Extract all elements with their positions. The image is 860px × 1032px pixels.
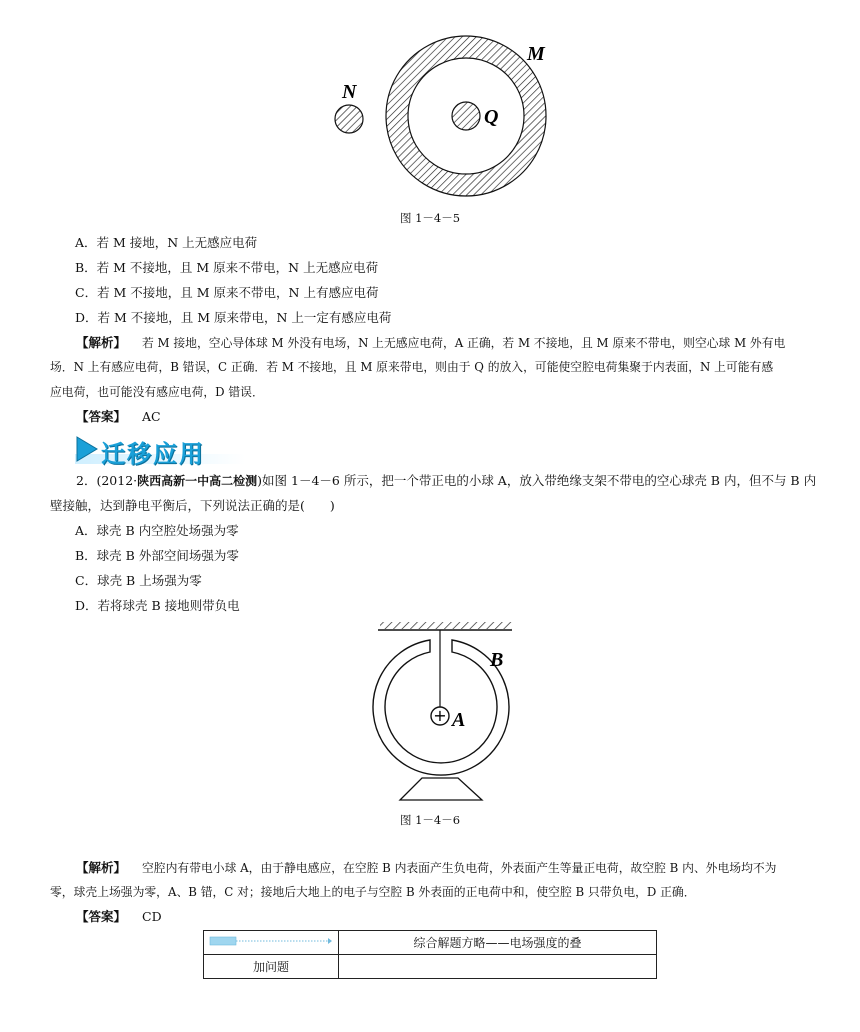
label-a: A: [452, 709, 466, 731]
q1-analysis-label: 【解析】: [76, 335, 127, 350]
ball-a-plus: +: [433, 706, 447, 725]
q2-option-c: C．球壳 B 上场强为零: [75, 573, 202, 588]
ball-n: [335, 105, 363, 133]
section-banner: [75, 432, 245, 466]
q1-analysis-line-1: [76, 333, 785, 351]
label-b: B: [490, 649, 504, 671]
q2-source: 陕西高新一中高二检测: [137, 474, 258, 488]
table-tag-cell: [204, 931, 339, 955]
ball-q: [452, 102, 480, 130]
q2-answer-label: 【答案】: [76, 909, 127, 924]
q2-analysis-label: 【解析】: [76, 860, 127, 875]
banner-title: 迁移应用: [101, 440, 205, 468]
table-empty-cell: [339, 955, 657, 979]
q1-analysis-line-2: 场．N 上有感应电荷，B 错误，C 正确．若 M 不接地，且 M 原来带电，则由于 Q 的放入，可能使空腔电荷集聚于内表面，N 上可能有感: [50, 360, 774, 374]
q2-stem-line-2: 壁接触，达到静电平衡后，下列说法正确的是( ): [50, 498, 335, 513]
q1-answer-value: AC: [142, 409, 161, 424]
figure-2-caption: 图 1－4－6: [399, 813, 461, 827]
q2-answer-value: CD: [142, 909, 162, 924]
q2-answer: [76, 907, 162, 925]
table-row: [204, 931, 657, 955]
tag-arrow-icon: [208, 934, 332, 948]
q1-analysis-line-3: 应电荷，也可能没有感应电荷，D 错误．: [50, 385, 264, 399]
label-q: Q: [484, 106, 499, 128]
ceiling-hatch: [380, 622, 512, 629]
q1-answer-label: 【答案】: [76, 409, 127, 424]
q2-analysis-text-1: 空腔内有带电小球 A，由于静电感应，在空腔 B 内表面产生负电荷，外表面产生等量正电荷，故空腔 B 内、外电场均不为: [142, 861, 777, 875]
q1-option-b: B．若 M 不接地，且 M 原来不带电，N 上无感应电荷: [75, 260, 379, 275]
q2-stem-rest: )如图 1－4－6 所示，把一个带正电的小球 A，放入带绝缘支架不带电的空心球壳 B 内，但不与 B 内: [257, 473, 817, 488]
q2-option-a: A．球壳 B 内空腔处场强为零: [75, 523, 239, 538]
shell-stand: [400, 778, 482, 800]
q1-option-d: D．若 M 不接地，且 M 原来带电，N 上一定有感应电荷: [75, 310, 392, 325]
table-row: [204, 955, 657, 979]
q2-stem-line-1: [76, 471, 816, 489]
q2-analysis-line-2: 零，球壳上场强为零，A、B 错，C 对；接地后大地上的电子与空腔 B 外表面的正电荷中和，使空腔 B 只带负电，D 正确．: [50, 885, 696, 899]
q2-option-d: D．若将球壳 B 接地则带负电: [75, 598, 240, 613]
figure-1-4-5: [320, 30, 560, 205]
q1-option-a: A．若 M 接地，N 上无感应电荷: [75, 235, 258, 250]
q2-stem-prefix: 2．(2012·: [76, 473, 138, 488]
strategy-table: [203, 930, 657, 979]
table-row-label: 加问题: [204, 955, 339, 979]
figure-1-4-6: [370, 618, 530, 804]
q1-option-c: C．若 M 不接地，且 M 原来不带电，N 上有感应电荷: [75, 285, 379, 300]
q2-option-b: B．球壳 B 外部空间场强为零: [75, 548, 239, 563]
q1-analysis-text-1: 若 M 接地，空心导体球 M 外没有电场，N 上无感应电荷，A 正确，若 M 不接地，且 M 原来不带电，则空心球 M 外有电: [142, 336, 786, 350]
q1-answer: [76, 407, 161, 425]
label-m: M: [527, 43, 545, 65]
label-n: N: [342, 81, 357, 103]
table-header-cell: 综合解题方略——电场强度的叠: [339, 931, 657, 955]
q2-analysis-line-1: [76, 858, 776, 876]
figure-1-caption: 图 1－4－5: [399, 211, 461, 225]
